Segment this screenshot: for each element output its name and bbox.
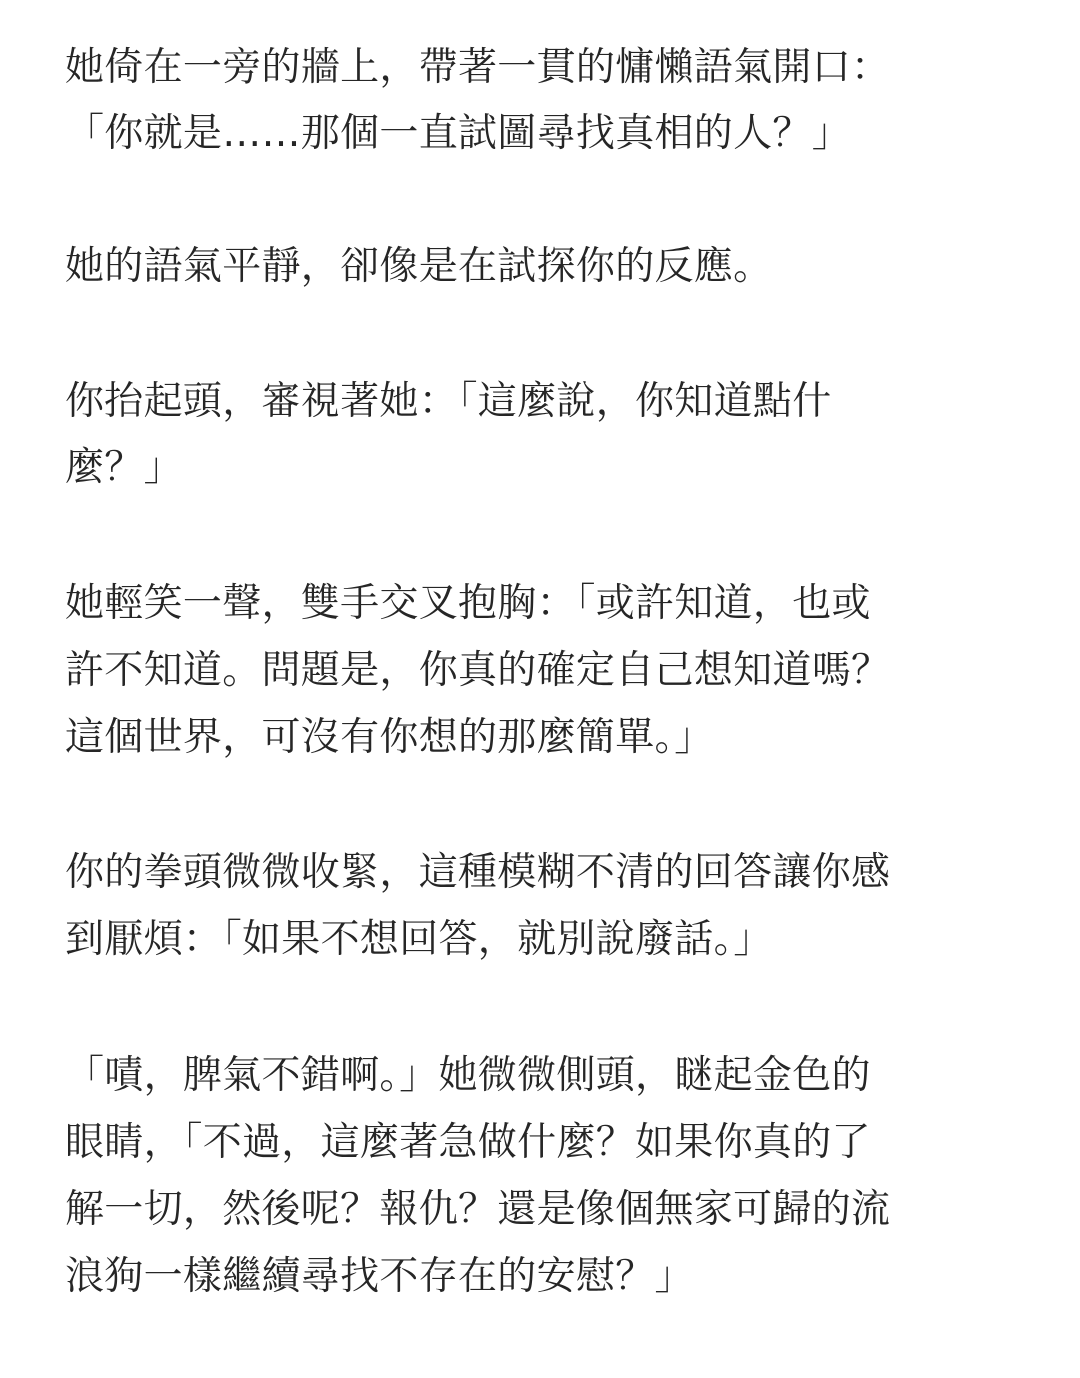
paragraph-6-line-1: 「嘖，脾氣不錯啊。」她微微側頭，瞇起金色的 [65, 1053, 871, 1098]
paragraph-5-line-1: 你的拳頭微微收緊，這種模糊不清的回答讓你感 [65, 850, 891, 895]
paragraph-4-line-2: 許不知道。問題是，你真的確定自己想知道嗎？ [65, 648, 891, 693]
paragraph-3-line-2: 麼？」 [65, 445, 183, 490]
paragraph-1-line-2: 「你就是……那個一直試圖尋找真相的人？」 [65, 111, 852, 156]
paragraph-5-line-2: 到厭煩：「如果不想回答，就別說廢話。」 [65, 917, 773, 962]
paragraph-6-line-2: 眼睛，「不過，這麼著急做什麼？如果你真的了 [65, 1120, 871, 1165]
paragraph-4-line-1: 她輕笑一聲，雙手交叉抱胸：「或許知道，也或 [65, 581, 871, 626]
paragraph-6-line-4: 浪狗一樣繼續尋找不存在的安慰？」 [65, 1254, 694, 1299]
paragraph-1-line-1: 她倚在一旁的牆上，帶著一貫的慵懶語氣開口： [65, 45, 891, 90]
paragraph-6-line-3: 解一切，然後呢？報仇？還是像個無家可歸的流 [65, 1187, 891, 1232]
paragraph-4-line-3: 這個世界，可沒有你想的那麼簡單。」 [65, 715, 714, 760]
paragraph-3-line-1: 你抬起頭，審視著她：「這麼說，你知道點什 [65, 379, 832, 424]
paragraph-2-line-1: 她的語氣平靜，卻像是在試探你的反應。 [65, 244, 773, 289]
